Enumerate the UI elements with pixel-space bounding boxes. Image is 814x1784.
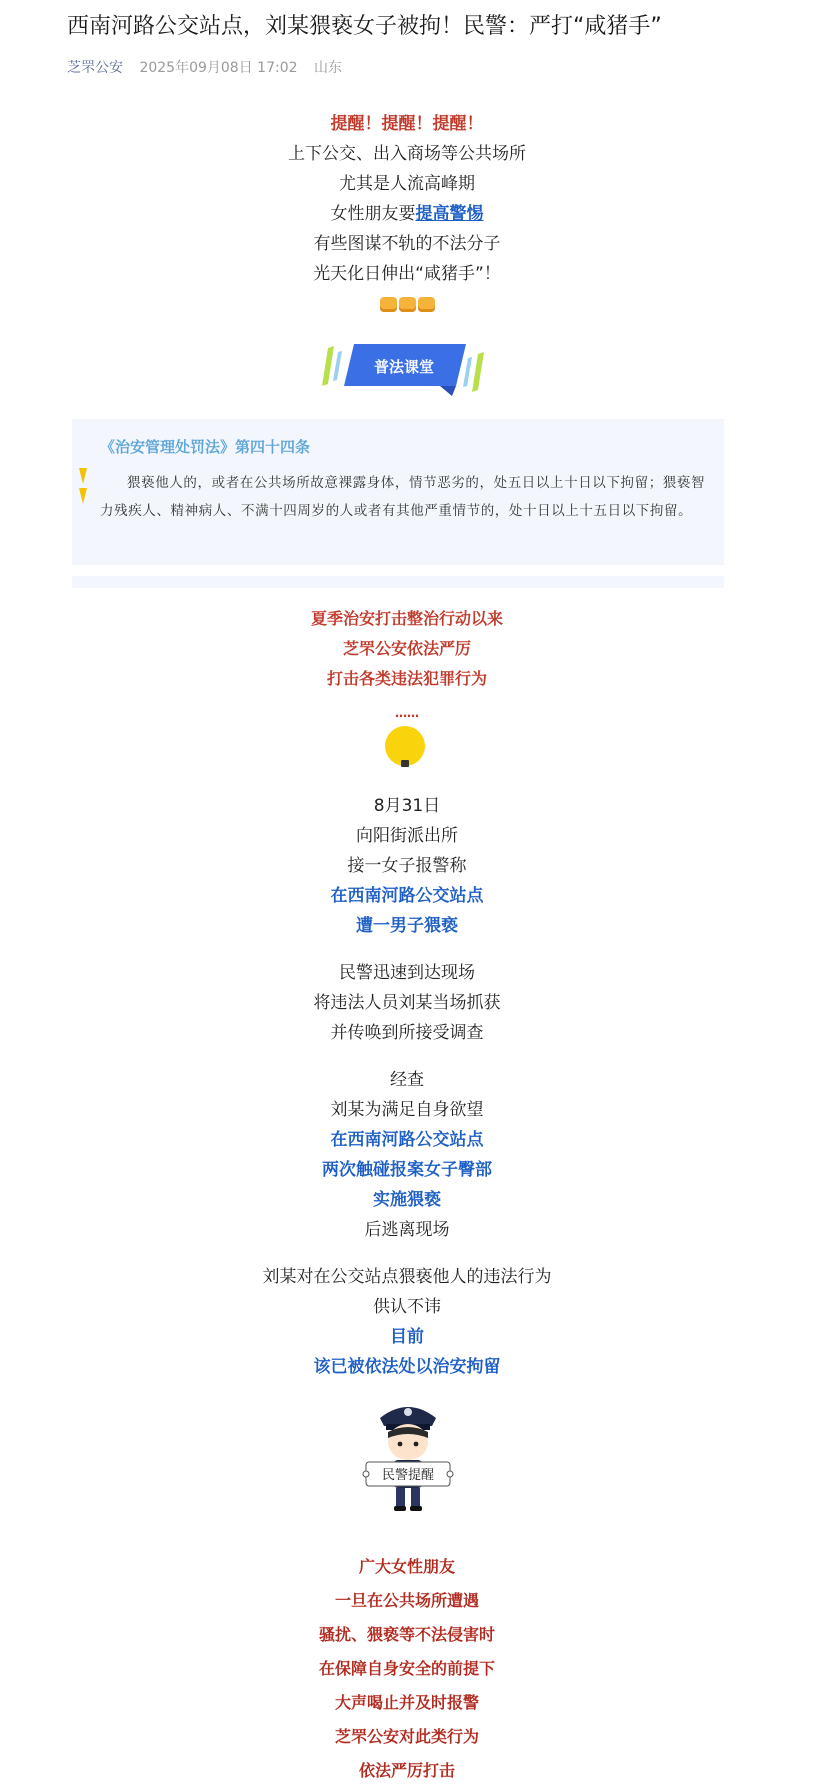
campaign-line: 芝罘公安依法严厉: [342, 639, 471, 658]
law-title: 《治安管理处罚法》第四十四条: [100, 438, 311, 456]
story-line: 刘某为满足自身欲望: [330, 1100, 484, 1120]
story-line: 向阳街派出所: [356, 826, 458, 846]
story-line: 刘某对在公交站点猥亵他人的违法行为: [262, 1267, 552, 1287]
campaign-ellipsis: ……: [395, 706, 419, 720]
account-name-link[interactable]: 芝罘公安: [67, 60, 123, 76]
closing-line: 芝罘公安对此类行为: [334, 1727, 479, 1746]
stay-alert-highlight: 提高警惕: [415, 204, 484, 224]
closing-line: 依法严厉打击: [358, 1761, 455, 1780]
closing-line: 大声喝止并及时报警: [334, 1693, 479, 1712]
closing-line: 在保障自身安全的前提下: [318, 1659, 495, 1678]
intro-line: 上下公交、出入商场等公共场所: [288, 144, 526, 164]
story-line-blue: 遭一男子猥亵: [356, 916, 458, 936]
banner-label: 普法课堂: [373, 358, 435, 376]
story-line-blue: 目前: [390, 1327, 424, 1347]
fist-emoji-icon: [418, 297, 435, 312]
closing-line: 广大女性朋友: [358, 1557, 455, 1576]
story-line-blue: 在西南河路公交站点: [330, 1130, 484, 1150]
intro-line: 尤其是人流高峰期: [339, 174, 475, 194]
story-line: 后逃离现场: [364, 1220, 450, 1240]
story-line: 民警迅速到达现场: [339, 963, 475, 983]
reminder-headline: 提醒！提醒！提醒！: [330, 114, 484, 134]
law-quote-box: [72, 419, 724, 565]
closing-line: 骚扰、猥亵等不法侵害时: [318, 1625, 495, 1644]
story-line: 供认不讳: [373, 1297, 441, 1317]
intro-line-prefix: 女性朋友要: [330, 204, 416, 224]
intro-line: 有些图谋不轨的不法分子: [313, 234, 501, 254]
campaign-line: 夏季治安打击整治行动以来: [310, 609, 503, 628]
fist-emoji-icon: [380, 297, 397, 312]
publish-location: 山东: [313, 60, 342, 76]
yellow-arrow-icon: [79, 468, 87, 484]
article-meta: [67, 57, 342, 77]
story-line: 接一女子报警称: [347, 856, 467, 876]
story-line: 将违法人员刘某当场抓获: [313, 993, 501, 1013]
story-line-blue: 该已被依法处以治安拘留: [313, 1357, 501, 1377]
fist-emoji-row: [0, 294, 814, 313]
story-line-blue: 实施猥亵: [373, 1190, 441, 1210]
law-text: 猥亵他人的，或者在公共场所故意裸露身体，情节恶劣的，处五日以上十日以下拘留；猥亵智力残疾人、精神病人、不满十四周岁的人或者有其他严重情节的，处十日以上十五日以下拘留。: [100, 475, 706, 519]
story-line-blue: 两次触碰报案女子臀部: [322, 1160, 492, 1180]
closing-line: 一旦在公共场所遭遇: [334, 1591, 479, 1610]
police-officer-illustration: [360, 1396, 456, 1516]
legal-class-banner: [320, 340, 490, 400]
story-line: 8月31日: [373, 796, 441, 816]
officer-sign-text: 民警提醒: [381, 1468, 435, 1483]
campaign-line: 打击各类违法犯罪行为: [326, 669, 487, 688]
story-line: 经查: [390, 1070, 424, 1090]
yellow-arrow-icon: [79, 488, 87, 504]
intro-line: 光天化日伸出“咸猪手”！: [313, 264, 501, 284]
article-title: 西南河路公交站点，刘某猥亵女子被拘！民警：严打“咸猪手”: [67, 14, 662, 39]
story-line-blue: 在西南河路公交站点: [330, 886, 484, 906]
publish-datetime: 2025年09月08日 17:02: [139, 60, 298, 76]
intro-line-alert: [0, 201, 814, 227]
story-line: 并传唤到所接受调查: [330, 1023, 484, 1043]
divider-strip: [72, 576, 724, 588]
fist-emoji-icon: [399, 297, 416, 312]
light-bulb-icon: [383, 726, 427, 770]
